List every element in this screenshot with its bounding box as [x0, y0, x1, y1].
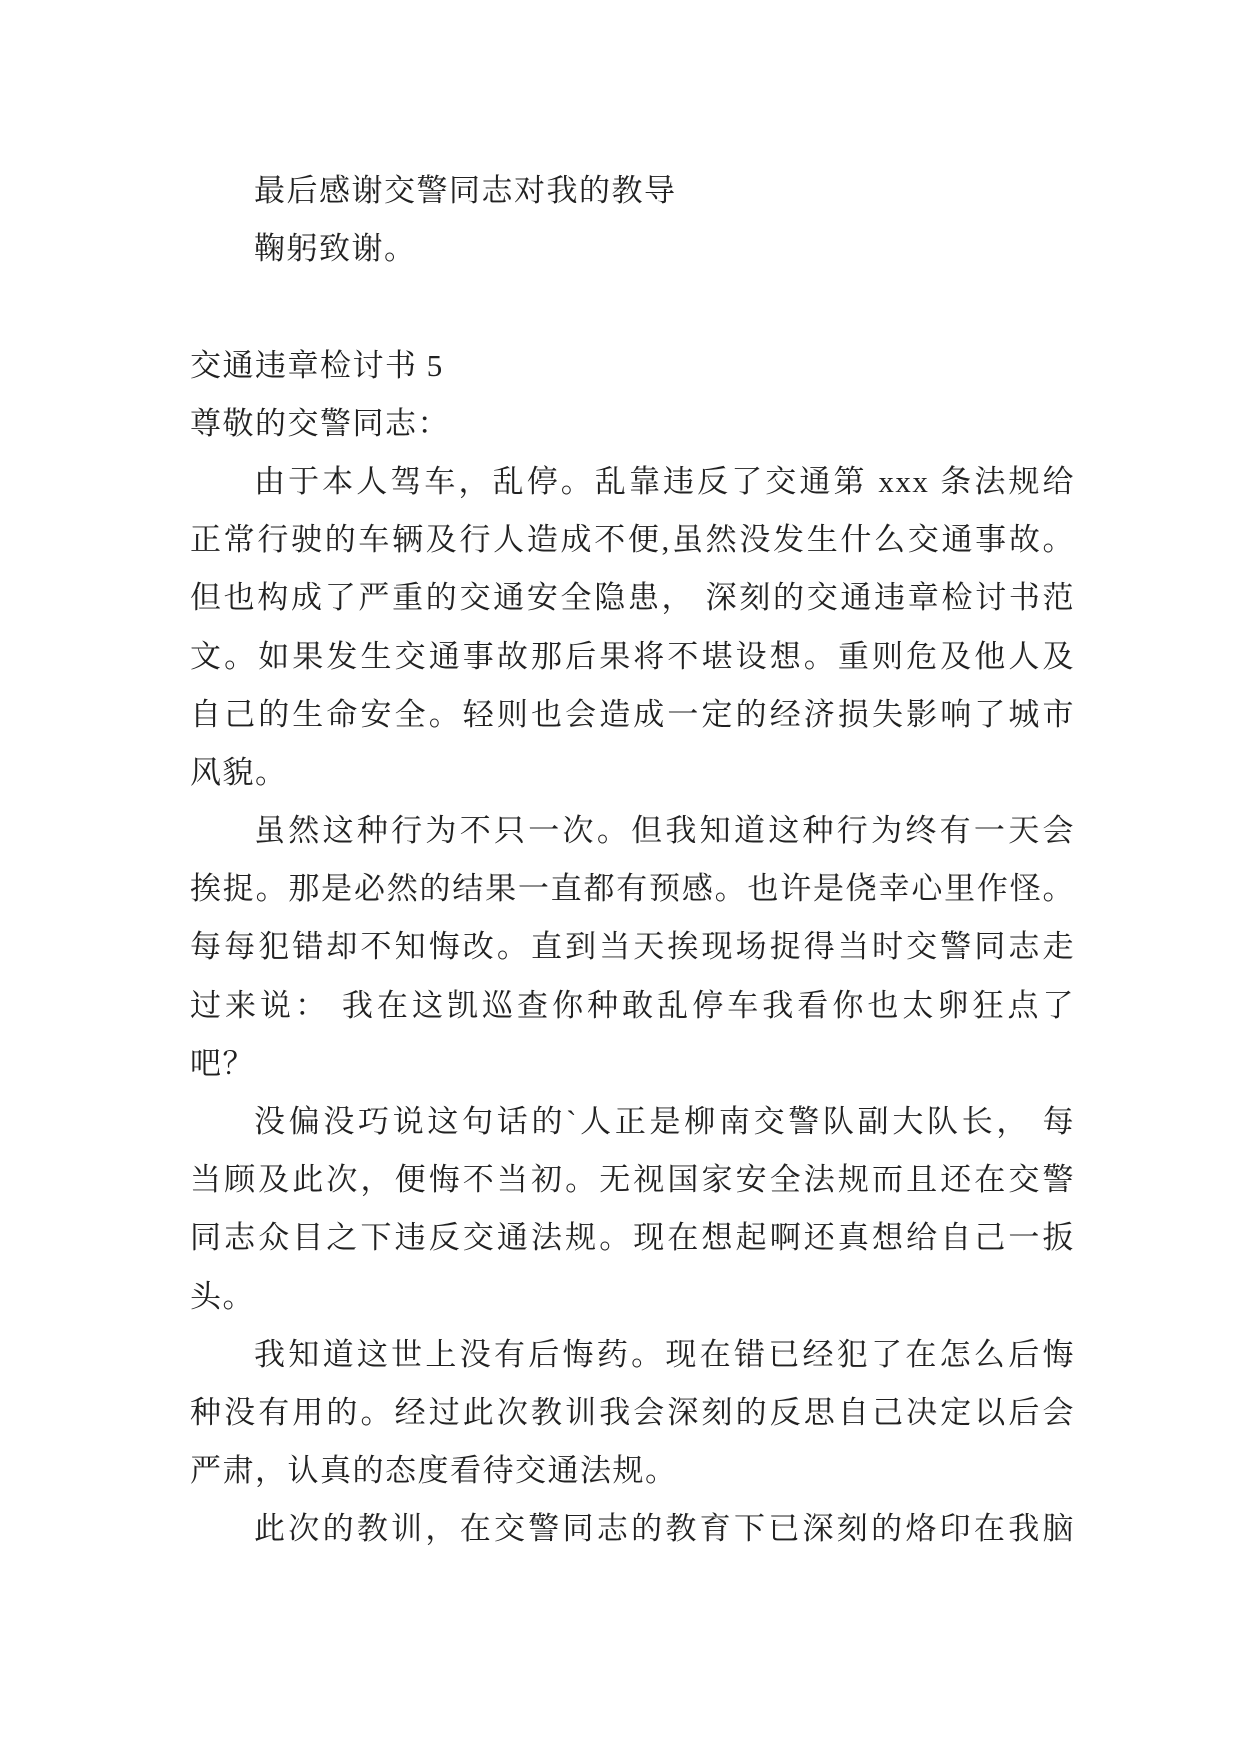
line-body: 当顾及此次，便悔不当初。无视国家安全法规而且还在交警: [190, 1162, 1075, 1198]
line-blank: [190, 278, 1075, 336]
document-body: [190, 162, 1075, 1559]
line-body: 没偏没巧说这句话的`人正是柳南交警队副大队长， 每: [254, 1104, 1075, 1139]
line-closing-line: 鞠躬致谢。: [254, 231, 417, 267]
line-body: 种没有用的。经过此次教训我会深刻的反思自己决定以后会: [190, 1394, 1075, 1430]
line-closing-line: 最后感谢交警同志对我的教导: [254, 173, 677, 208]
line-body: 吧？: [190, 1045, 255, 1081]
line-body: 挨捉。那是必然的结果一直都有预感。也许是侥幸心里作怪。: [190, 871, 1075, 907]
line-body: 由于本人驾车，乱停。乱靠违反了交通第 xxx 条法规给: [254, 463, 1075, 499]
line-body: 我知道这世上没有后悔药。现在错已经犯了在怎么后悔: [254, 1336, 1075, 1372]
line-body: 自己的生命安全。轻则也会造成一定的经济损失影响了城市: [190, 696, 1075, 732]
line-body: 此次的教训，在交警同志的教育下已深刻的烙印在我脑: [254, 1511, 1075, 1547]
line-section-heading: 交通违章检讨书 5: [190, 347, 444, 383]
line-body: 头。: [190, 1278, 255, 1314]
line-body: 同志众目之下违反交通法规。现在想起啊还真想给自己一扳: [190, 1220, 1075, 1256]
line-salutation: 尊敬的交警同志：: [190, 405, 450, 441]
line-body: 文。如果发生交通事故那后果将不堪设想。重则危及他人及: [190, 638, 1075, 674]
line-body: 严肃，认真的态度看待交通法规。: [190, 1453, 678, 1489]
line-body: 过来说： 我在这凯巡查你种敢乱停车我看你也太卵狂点了: [190, 987, 1075, 1023]
line-body: 每每犯错却不知悔改。直到当天挨现场捉得当时交警同志走: [190, 929, 1075, 965]
line-body: 风貌。: [190, 754, 288, 790]
line-body: 正常行驶的车辆及行人造成不便,虽然没发生什么交通事故。: [190, 522, 1075, 558]
line-body: 但也构成了严重的交通安全隐患， 深刻的交通违章检讨书范: [190, 580, 1075, 616]
line-body: 虽然这种行为不只一次。但我知道这种行为终有一天会: [254, 813, 1075, 849]
